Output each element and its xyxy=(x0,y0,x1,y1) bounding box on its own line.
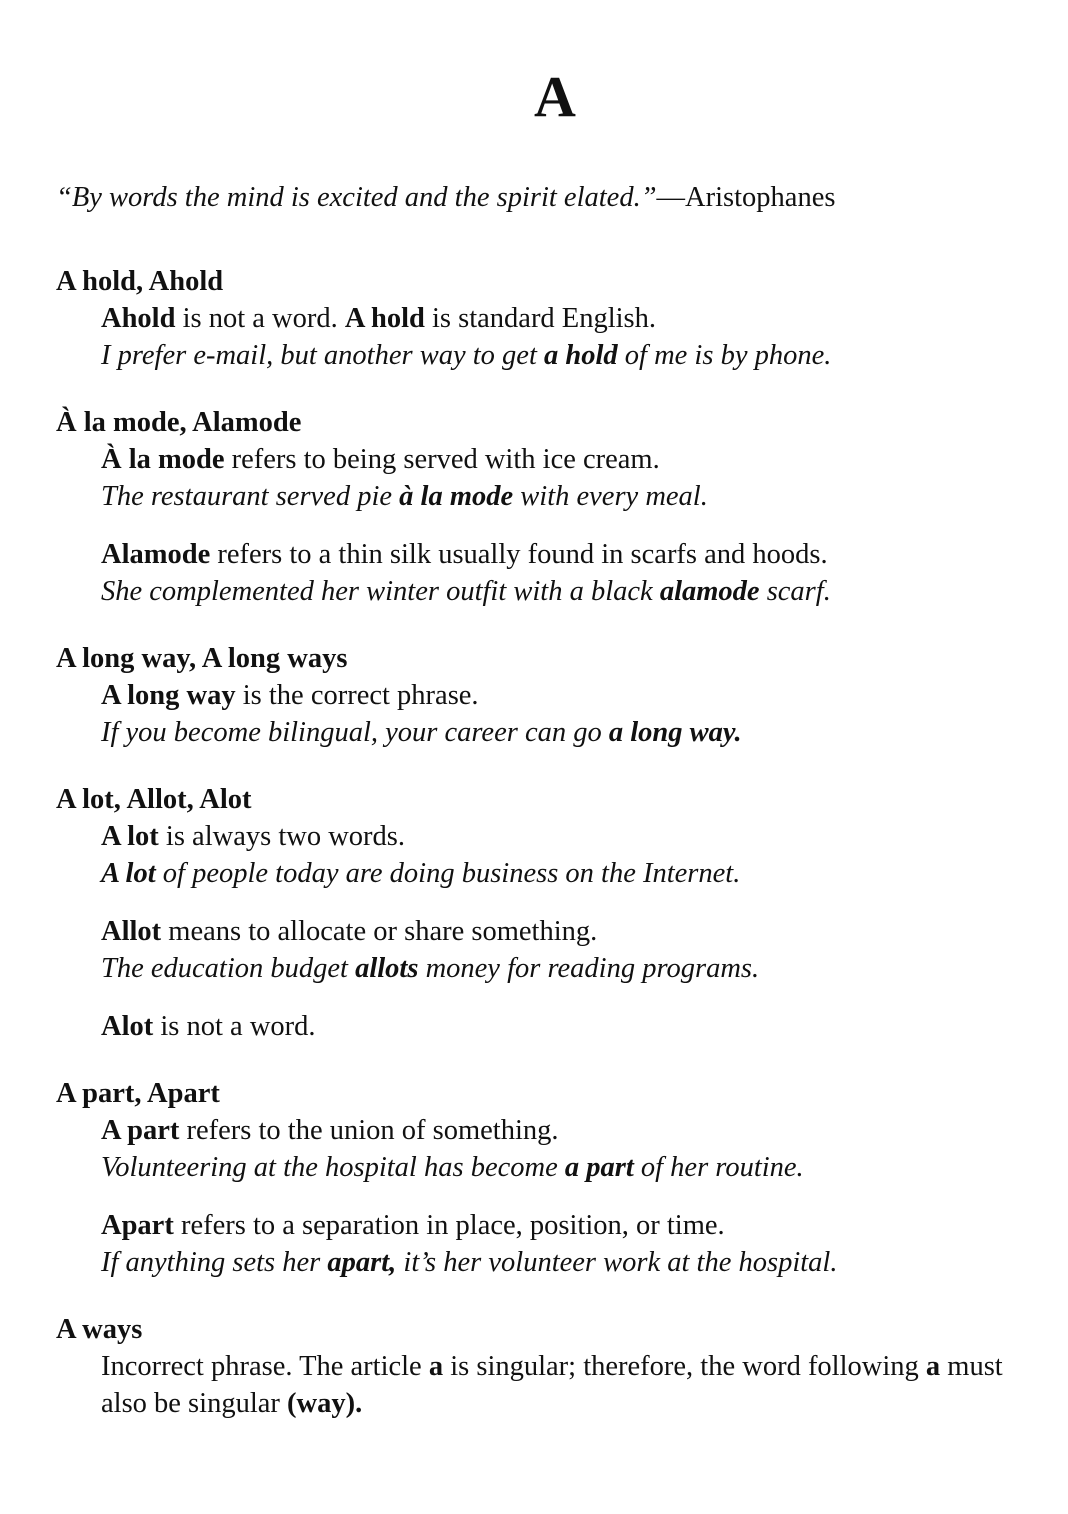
definition-line xyxy=(101,536,1016,573)
term-emphasis: (way). xyxy=(287,1388,363,1419)
text-run: She complemented her winter outfit with a black xyxy=(101,576,660,607)
text-run: of her routine. xyxy=(633,1152,804,1183)
entry-list xyxy=(56,263,1016,1452)
text-run: I prefer e-mail, but another way to get xyxy=(101,340,544,371)
term-emphasis: apart, xyxy=(327,1247,397,1278)
text-run: Volunteering at the hospital has become xyxy=(101,1152,565,1183)
text-run: The restaurant served pie xyxy=(101,481,400,512)
example-sentence xyxy=(101,478,1016,515)
example-sentence xyxy=(101,1244,1016,1281)
text-run: must also be singular xyxy=(101,1351,1003,1419)
text-run: is always two words. xyxy=(158,821,405,852)
term-emphasis: A hold xyxy=(344,303,425,334)
entry-headword: A ways xyxy=(56,1314,143,1345)
term-emphasis: Allot xyxy=(101,916,162,947)
term-emphasis: Apart xyxy=(101,1210,174,1241)
definition-line xyxy=(101,677,1016,714)
usage-block xyxy=(101,536,1016,610)
usage-block xyxy=(101,1348,1016,1422)
text-run: of people today are doing business on the Internet. xyxy=(155,858,741,889)
term-emphasis: allots xyxy=(355,953,419,984)
term-emphasis: a part xyxy=(564,1152,634,1183)
term-emphasis: alamode xyxy=(659,576,760,607)
entry-headword: A lot, Allot, Alot xyxy=(56,784,252,815)
entry xyxy=(56,640,1016,751)
example-sentence xyxy=(101,855,1016,892)
term-emphasis: a hold xyxy=(544,340,618,371)
entry-headword: A hold, Ahold xyxy=(56,266,224,297)
text-run: it’s her volunteer work at the hospital. xyxy=(396,1247,838,1278)
text-run: scarf. xyxy=(759,576,831,607)
definition-line xyxy=(101,1348,1016,1422)
definition-line xyxy=(101,1008,1016,1045)
text-run: refers to a separation in place, position, or time. xyxy=(173,1210,725,1241)
text-run: of me is by phone. xyxy=(617,340,832,371)
definition-line xyxy=(101,818,1016,855)
usage-block xyxy=(101,441,1016,515)
entry-headword: A part, Apart xyxy=(56,1078,220,1109)
example-sentence xyxy=(101,714,1016,751)
text-run: is the correct phrase. xyxy=(235,680,479,711)
example-sentence xyxy=(101,573,1016,610)
epigraph-attribution: —Aristophanes xyxy=(656,182,836,213)
example-sentence xyxy=(101,950,1016,987)
term-emphasis: à la mode xyxy=(399,481,514,512)
usage-block xyxy=(101,300,1016,374)
usage-block xyxy=(101,677,1016,751)
definition-line xyxy=(101,1112,1016,1149)
text-run: Incorrect phrase. The article xyxy=(101,1351,429,1382)
term-emphasis: A long way xyxy=(101,680,236,711)
term-emphasis: Alot xyxy=(101,1011,154,1042)
term-emphasis: a long way. xyxy=(608,717,742,748)
text-run: refers to the union of something. xyxy=(179,1115,559,1146)
term-emphasis: A lot xyxy=(101,821,159,852)
entry xyxy=(56,1311,1016,1422)
term-emphasis: A lot xyxy=(101,858,156,889)
text-run: is not a word. xyxy=(175,303,345,334)
text-run: means to allocate or share something. xyxy=(161,916,598,947)
usage-block xyxy=(101,1008,1016,1045)
entry xyxy=(56,781,1016,1045)
entry xyxy=(56,404,1016,610)
term-emphasis: a xyxy=(925,1351,941,1382)
usage-block xyxy=(101,1112,1016,1186)
entry xyxy=(56,1075,1016,1281)
example-sentence xyxy=(101,1149,1016,1186)
definition-line xyxy=(101,441,1016,478)
text-run: refers to being served with ice cream. xyxy=(224,444,660,475)
term-emphasis: À la mode xyxy=(101,444,225,475)
text-run: is standard English. xyxy=(424,303,657,334)
definition-line xyxy=(101,913,1016,950)
text-run: If anything sets her xyxy=(101,1247,328,1278)
usage-block xyxy=(101,913,1016,987)
definition-line xyxy=(101,1207,1016,1244)
epigraph-text: “By words the mind is excited and the spirit elated.” xyxy=(56,182,657,213)
text-run: The education budget xyxy=(101,953,356,984)
term-emphasis: Ahold xyxy=(101,303,176,334)
text-run: with every meal. xyxy=(513,481,708,512)
term-emphasis: A part xyxy=(101,1115,180,1146)
text-run: money for reading programs. xyxy=(418,953,760,984)
definition-line xyxy=(101,300,1016,337)
entry xyxy=(56,263,1016,374)
text-run: If you become bilingual, your career can go xyxy=(101,717,609,748)
term-emphasis: a xyxy=(428,1351,444,1382)
text-run: is not a word. xyxy=(153,1011,316,1042)
entry-headword: A long way, A long ways xyxy=(56,643,348,674)
text-run: refers to a thin silk usually found in scarfs and hoods. xyxy=(210,539,828,570)
term-emphasis: Alamode xyxy=(101,539,211,570)
example-sentence xyxy=(101,337,1016,374)
section-letter: A xyxy=(534,64,576,129)
usage-block xyxy=(101,818,1016,892)
entry-headword: À la mode, Alamode xyxy=(56,407,302,438)
epigraph xyxy=(56,179,835,216)
usage-block xyxy=(101,1207,1016,1281)
text-run: is singular; therefore, the word following xyxy=(443,1351,926,1382)
